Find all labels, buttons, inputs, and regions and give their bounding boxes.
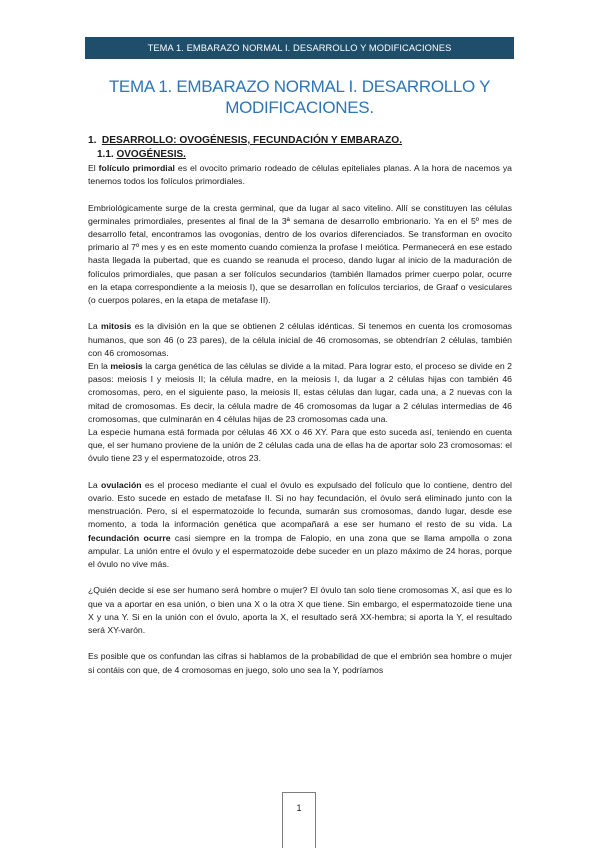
paragraph-probabilidad: Es posible que os confundan las cifras si hablamos de la probabilidad de que el embrión sea hombre o mujer si contáis con que, de 4 cromosomas en juego, solo uno sea la Y, podríamos xyxy=(88,651,512,675)
running-header xyxy=(85,37,514,59)
paragraph-embriologia: Embriológicamente surge de la cresta germinal, que da lugar al saco vitelino. Allí se constituyen las células germinales primordiales, presentes al final de la 3ª semana de desarrollo embrionario. Ya en el 5º mes de desarrollo fetal, encontramos las ovogonias, dentro de los ovarios diferenciados. Se transforman en ovocito primario al 7º mes y es en este momento cuando comienza la profase I meiótica. Permanecerá en ese estado hasta llegada la pubertad, que es cuando se reanuda el proceso, dando lugar al inicio de la maduración de folículos primordiales, que pasan a ser folículos secundarios (también llamados primer cuerpo polar, ocurre en la etapa correspondiente a la meiosis I), que se desarrollan en folículos terciarios, de Graaf o vesiculares (o cuerpos polares, en la etapa de metafase II). xyxy=(88,202,512,306)
paragraph-mitosis: La mitosis es la división en la que se obtienen 2 células idénticas. Si tenemos en cuenta los cromosomas humanos, que son 46 (o 23 pares), de la célula inicial de 46 cromosomas, se obtendrían 2 células, también con 46 cromosomas. xyxy=(88,321,512,358)
document-body xyxy=(88,134,512,677)
section-number: 1. xyxy=(88,135,97,146)
subsection-title: OVOGÉNESIS. xyxy=(116,149,186,160)
page-number-footer xyxy=(282,792,316,848)
subsection-number: 1.1. xyxy=(97,149,114,160)
page-number: 1 xyxy=(296,803,302,813)
section-heading-1 xyxy=(88,134,512,148)
term-foliculo-primordial: folículo primordial xyxy=(98,163,175,173)
paragraph-especie-humana: La especie humana está formada por células 46 XX o 46 XY. Para que esto suceda así, teniendo en cuenta que, el ser humano proviene de la unión de 2 células cada una de ellas ha de aportar solo 23 cromosomas: el óvulo tiene 23 y el espermatozoide, otros 23. xyxy=(88,427,512,464)
running-header-text: TEMA 1. EMBARAZO NORMAL I. DESARROLLO Y MODIFICACIONES xyxy=(147,43,452,53)
paragraph-meiosis: En la meiosis la carga genética de las células se divide a la mitad. Para lograr esto, el proceso se divide en 2 pasos: meiosis I y meiosis II; la célula madre, en la meiosis I, da lugar a 2 células hijas con también 46 cromosomas, pero, en el siguiente paso, la meiosis II, estas células dan lugar, cada una, a 2 nuevas con la mitad de cromosomas. Es decir, la célula madre de 46 cromosomas da lugar a 2 células intermedias de 46 cromosomas, que culminarán en 4 células hijas de 23 cromosomas cada una. xyxy=(88,361,513,424)
subsection-heading-1-1 xyxy=(97,148,512,162)
paragraph-foliculo: El folículo primordial es el ovocito primario rodeado de células epiteliales planas. A la hora de nacemos ya tenemos todos los folículos primordiales. xyxy=(88,163,513,187)
term-meiosis: meiosis xyxy=(110,361,143,372)
term-fecundacion: fecundación ocurre xyxy=(88,532,171,543)
paragraph-ovulacion: La ovulación es el proceso mediante el cual el óvulo es expulsado del folículo que lo contiene, dentro del ovario. Esto sucede en estado de metafase II. Si no hay fecundación, el óvulo será eliminado junto con la menstruación. Pero, si el espermatozoide lo fecunda, sumarán sus cromosomas, dando lugar, desde ese momento, a toda la información genética que acompañará a ese ser humano el resto de su vida. La fecundación ocurre casi siempre en la trompa de Falopio, en una zona que se llama ampolla o zona ampular. La unión entre el óvulo y el espermatozoide debe suceder en un plazo máximo de 24 horas, porque el óvulo no vive más. xyxy=(88,479,512,570)
document-title xyxy=(85,76,514,118)
paragraph-sexo: ¿Quién decide si ese ser humano será hombre o mujer? El óvulo tan solo tiene cromosomas X, así que es lo que va a aportar en esa unión, o bien una X o la otra X que tiene. Sin embargo, el espermatozoide tiene una X y una Y. Si en la unión con el óvulo, aporta la X, el resultado será XX-hembra; si aporta la Y, el resultado será XY-varón. xyxy=(88,585,512,636)
section-title: DESARROLLO: OVOGÉNESIS, FECUNDACIÓN Y EMBARAZO. xyxy=(101,135,403,146)
document-title-line-2: MODIFICACIONES. xyxy=(225,98,374,117)
term-mitosis: mitosis xyxy=(100,321,132,332)
document-title-line-1: TEMA 1. EMBARAZO NORMAL I. DESARROLLO Y xyxy=(108,77,491,96)
term-ovulacion: ovulación xyxy=(101,479,142,490)
